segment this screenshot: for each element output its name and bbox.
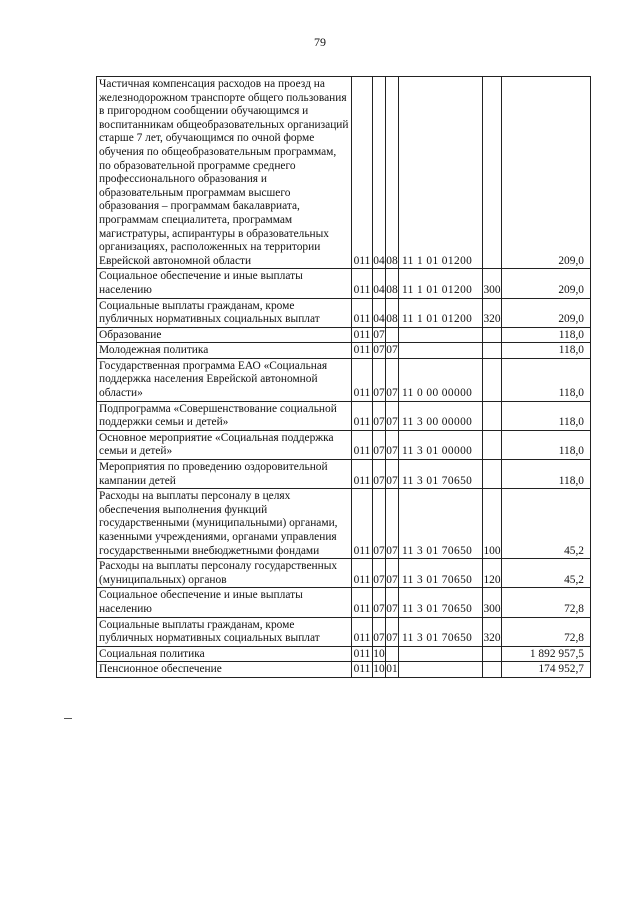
row-target-article-cell: 11 1 01 01200 (399, 298, 483, 327)
row-subsection-cell: 07 (386, 489, 399, 559)
budget-table-body (97, 77, 591, 678)
row-expense-type-cell (483, 401, 502, 430)
table-row (97, 358, 591, 401)
row-amount-cell: 118,0 (502, 460, 591, 489)
row-section-cell: 07 (373, 358, 386, 401)
row-subsection-cell: 07 (386, 358, 399, 401)
row-section-cell: 07 (373, 430, 386, 459)
table-row (97, 489, 591, 559)
table-row (97, 327, 591, 343)
row-amount-cell: 118,0 (502, 430, 591, 459)
table-row (97, 343, 591, 359)
row-section-cell: 07 (373, 559, 386, 588)
row-section-cell: 04 (373, 77, 386, 269)
row-subsection-cell: 07 (386, 401, 399, 430)
row-name-cell: Социальные выплаты гражданам, кроме публичных нормативных социальных выплат (97, 298, 352, 327)
row-amount-cell: 209,0 (502, 269, 591, 298)
row-target-article-cell: 11 3 01 70650 (399, 489, 483, 559)
row-target-article-cell: 11 3 01 70650 (399, 460, 483, 489)
row-section-cell: 07 (373, 343, 386, 359)
row-subsection-cell (386, 327, 399, 343)
table-row (97, 588, 591, 617)
budget-table (96, 76, 591, 678)
row-name-cell: Пенсионное обеспечение (97, 662, 352, 678)
row-amount-cell: 118,0 (502, 343, 591, 359)
row-name-cell: Социальное обеспечение и иные выплаты населению (97, 269, 352, 298)
row-expense-type-cell (483, 77, 502, 269)
row-expense-type-cell: 300 (483, 269, 502, 298)
row-grbs-cell: 011 (352, 77, 373, 269)
row-amount-cell: 118,0 (502, 358, 591, 401)
row-target-article-cell: 11 3 01 70650 (399, 588, 483, 617)
row-grbs-cell: 011 (352, 489, 373, 559)
row-grbs-cell: 011 (352, 588, 373, 617)
row-expense-type-cell (483, 430, 502, 459)
table-row (97, 430, 591, 459)
row-grbs-cell: 011 (352, 617, 373, 646)
row-expense-type-cell: 100 (483, 489, 502, 559)
table-row (97, 662, 591, 678)
table-row (97, 646, 591, 662)
row-section-cell: 04 (373, 298, 386, 327)
row-amount-cell: 118,0 (502, 327, 591, 343)
row-name-cell: Социальное обеспечение и иные выплаты населению (97, 588, 352, 617)
row-expense-type-cell: 300 (483, 588, 502, 617)
row-name-cell: Молодежная политика (97, 343, 352, 359)
row-grbs-cell: 011 (352, 358, 373, 401)
row-amount-cell: 209,0 (502, 77, 591, 269)
row-expense-type-cell: 320 (483, 617, 502, 646)
row-subsection-cell: 07 (386, 617, 399, 646)
row-expense-type-cell: 320 (483, 298, 502, 327)
row-name-cell: Расходы на выплаты персоналу государственных (муниципальных) органов (97, 559, 352, 588)
row-expense-type-cell (483, 646, 502, 662)
row-target-article-cell (399, 662, 483, 678)
row-name-cell: Основное мероприятие «Социальная поддержка семьи и детей» (97, 430, 352, 459)
row-section-cell: 07 (373, 327, 386, 343)
row-section-cell: 07 (373, 489, 386, 559)
row-amount-cell: 118,0 (502, 401, 591, 430)
row-subsection-cell: 07 (386, 588, 399, 617)
table-row (97, 401, 591, 430)
row-amount-cell: 45,2 (502, 489, 591, 559)
row-target-article-cell (399, 327, 483, 343)
row-amount-cell: 174 952,7 (502, 662, 591, 678)
row-target-article-cell: 11 3 01 70650 (399, 617, 483, 646)
row-expense-type-cell (483, 460, 502, 489)
row-grbs-cell: 011 (352, 559, 373, 588)
row-section-cell: 07 (373, 588, 386, 617)
row-grbs-cell: 011 (352, 343, 373, 359)
table-row (97, 298, 591, 327)
row-section-cell: 10 (373, 646, 386, 662)
row-expense-type-cell (483, 343, 502, 359)
table-row (97, 559, 591, 588)
row-subsection-cell (386, 646, 399, 662)
row-section-cell: 04 (373, 269, 386, 298)
row-name-cell: Социальные выплаты гражданам, кроме публичных нормативных социальных выплат (97, 617, 352, 646)
row-name-cell: Образование (97, 327, 352, 343)
row-name-cell: Частичная компенсация расходов на проезд на железнодорожном транспорте общего пользования в пригородном сообщении обучающимся и воспитанникам общеобразовательных организаций старше 7 лет, обучающимся по очной форме обучения по общеобразовательным программам, по образовательной программе среднего профессионального образования и образовательным программам высшего образования – программам бакалавриата, программам специалитета, программам магистратуры, аспирантуры в образовательных организациях, расположенных на территории Еврейской автономной области (97, 77, 352, 269)
row-name-cell: Социальная политика (97, 646, 352, 662)
row-grbs-cell: 011 (352, 298, 373, 327)
row-name-cell: Подпрограмма «Совершенствование социальной поддержки семьи и детей» (97, 401, 352, 430)
row-subsection-cell: 08 (386, 269, 399, 298)
row-expense-type-cell (483, 358, 502, 401)
row-subsection-cell: 07 (386, 343, 399, 359)
row-subsection-cell: 01 (386, 662, 399, 678)
row-amount-cell: 209,0 (502, 298, 591, 327)
row-grbs-cell: 011 (352, 662, 373, 678)
row-name-cell: Мероприятия по проведению оздоровительной кампании детей (97, 460, 352, 489)
row-target-article-cell (399, 646, 483, 662)
row-grbs-cell: 011 (352, 646, 373, 662)
row-expense-type-cell (483, 662, 502, 678)
table-row (97, 77, 591, 269)
table-row (97, 269, 591, 298)
row-subsection-cell: 07 (386, 460, 399, 489)
row-target-article-cell: 11 3 01 00000 (399, 430, 483, 459)
row-grbs-cell: 011 (352, 327, 373, 343)
row-grbs-cell: 011 (352, 460, 373, 489)
row-target-article-cell: 11 1 01 01200 (399, 77, 483, 269)
row-subsection-cell: 08 (386, 298, 399, 327)
row-grbs-cell: 011 (352, 269, 373, 298)
row-target-article-cell (399, 343, 483, 359)
row-target-article-cell: 11 1 01 01200 (399, 269, 483, 298)
row-target-article-cell: 11 3 00 00000 (399, 401, 483, 430)
row-section-cell: 07 (373, 460, 386, 489)
table-row (97, 460, 591, 489)
row-section-cell: 07 (373, 401, 386, 430)
row-section-cell: 10 (373, 662, 386, 678)
row-grbs-cell: 011 (352, 401, 373, 430)
row-amount-cell: 1 892 957,5 (502, 646, 591, 662)
row-amount-cell: 72,8 (502, 617, 591, 646)
budget-table-container (96, 76, 591, 678)
row-name-cell: Расходы на выплаты персоналу в целях обеспечения выполнения функций государственными (муниципальными) органами, казенными учреждениями, органами управления государственными внебюджетными фондами (97, 489, 352, 559)
row-subsection-cell: 08 (386, 77, 399, 269)
page-number: 79 (314, 35, 326, 49)
row-subsection-cell: 07 (386, 559, 399, 588)
row-expense-type-cell (483, 327, 502, 343)
row-target-article-cell: 11 3 01 70650 (399, 559, 483, 588)
row-grbs-cell: 011 (352, 430, 373, 459)
row-expense-type-cell: 120 (483, 559, 502, 588)
margin-mark (64, 718, 72, 719)
row-section-cell: 07 (373, 617, 386, 646)
row-target-article-cell: 11 0 00 00000 (399, 358, 483, 401)
row-amount-cell: 72,8 (502, 588, 591, 617)
row-amount-cell: 45,2 (502, 559, 591, 588)
row-subsection-cell: 07 (386, 430, 399, 459)
row-name-cell: Государственная программа ЕАО «Социальная поддержка населения Еврейской автономной области» (97, 358, 352, 401)
table-row (97, 617, 591, 646)
